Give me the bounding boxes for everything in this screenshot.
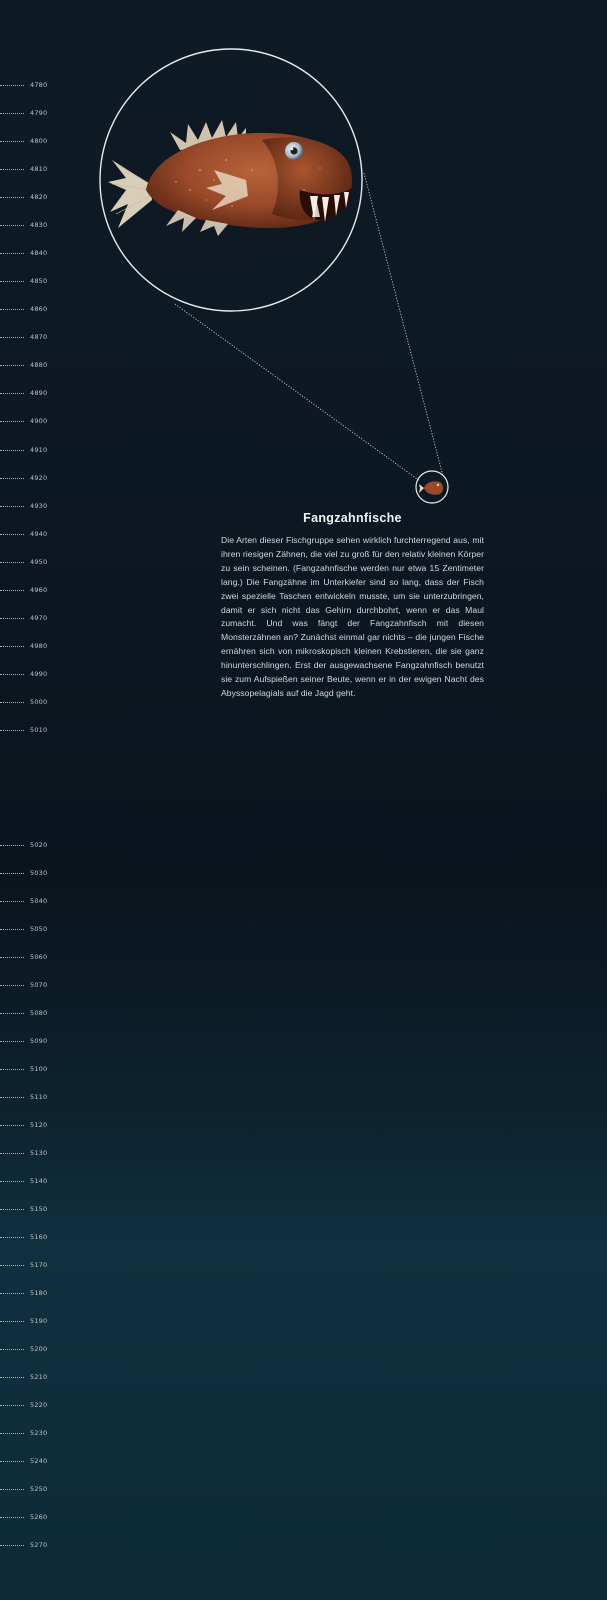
depth-tick (0, 337, 24, 338)
depth-label: 5130 (30, 1149, 48, 1157)
depth-label: 5250 (30, 1485, 48, 1493)
depth-tick (0, 141, 24, 142)
depth-tick (0, 1125, 24, 1126)
depth-label: 5110 (30, 1093, 48, 1101)
depth-label: 5040 (30, 897, 48, 905)
depth-label: 5120 (30, 1121, 48, 1129)
depth-label: 4870 (30, 333, 48, 342)
depth-label: 5050 (30, 925, 48, 933)
depth-label: 4860 (30, 305, 48, 314)
depth-tick (0, 901, 24, 902)
depth-tick (0, 421, 24, 422)
depth-label: 5150 (30, 1205, 48, 1213)
depth-tick (0, 562, 24, 563)
depth-label: 4950 (30, 557, 48, 566)
depth-label: 5010 (30, 725, 48, 734)
depth-label: 4880 (30, 361, 48, 370)
depth-label: 5000 (30, 697, 48, 706)
zoom-line-left (175, 304, 420, 481)
depth-label: 4900 (30, 417, 48, 426)
depth-label: 4850 (30, 277, 48, 286)
article-body: Die Arten dieser Fischgruppe sehen wirklich furchterregend aus, mit ihren riesigen Zähnen, die viel zu groß für den relativ kleinen Körper zu sein scheinen. (Fangzahnfische werden nur etwa 15 Zentimeter lang.) Die Fangzähne im Unterkiefer sind so lang, dass der Fisch zwei spezielle Taschen entwickeln musste, um sie unterzubringen, damit er sich nicht das Gehirn durchbohrt, wenn er das Maul zumacht. Und was fängt der Fangzahnfisch mit diesen Monsterzähnen an? Zunächst einmal gar nichts – die jungen Fische ernähren sich von mikroskopisch kleinen Krebstieren, die sie ganz hinunterschlingen. Erst der ausgewachsene Fangzahnfisch benutzt sie zum Aufspießen seiner Beute, wenn er in der ewigen Nacht des Abyssopelagials auf die Jagd geht. (221, 535, 484, 698)
depth-tick (0, 281, 24, 282)
depth-tick (0, 506, 24, 507)
depth-tick (0, 1237, 24, 1238)
depth-tick (0, 873, 24, 874)
depth-label: 5270 (30, 1541, 48, 1549)
depth-tick (0, 674, 24, 675)
depth-tick (0, 1321, 24, 1322)
depth-tick (0, 646, 24, 647)
depth-tick (0, 1489, 24, 1490)
depth-label: 4840 (30, 249, 48, 258)
depth-tick (0, 1349, 24, 1350)
depth-label: 5020 (30, 841, 48, 849)
depth-tick (0, 253, 24, 254)
depth-tick (0, 1377, 24, 1378)
depth-label: 4940 (30, 529, 48, 538)
depth-label: 5240 (30, 1457, 48, 1465)
depth-label: 5200 (30, 1345, 48, 1353)
depth-label: 4820 (30, 193, 48, 202)
depth-label: 5070 (30, 981, 48, 989)
species-article (221, 511, 484, 701)
depth-label: 4960 (30, 585, 48, 594)
depth-tick (0, 1461, 24, 1462)
depth-label: 5210 (30, 1373, 48, 1381)
depth-tick (0, 1517, 24, 1518)
depth-tick (0, 1013, 24, 1014)
depth-label: 5180 (30, 1289, 48, 1297)
depth-label: 4910 (30, 445, 48, 454)
depth-tick (0, 478, 24, 479)
depth-label: 4980 (30, 641, 48, 650)
depth-tick (0, 730, 24, 731)
fangtooth-fish-small (419, 481, 443, 495)
depth-label: 5060 (30, 953, 48, 961)
depth-label: 5030 (30, 869, 48, 877)
depth-tick (0, 845, 24, 846)
article-title: Fangzahnfische (303, 511, 402, 525)
depth-label: 4790 (30, 109, 48, 118)
depth-tick (0, 197, 24, 198)
depth-label: 4970 (30, 613, 48, 622)
depth-tick (0, 1097, 24, 1098)
depth-tick (0, 1041, 24, 1042)
depth-tick (0, 393, 24, 394)
depth-label: 5220 (30, 1401, 48, 1409)
zoom-line-right (364, 173, 443, 476)
depth-tick (0, 929, 24, 930)
depth-label: 4890 (30, 389, 48, 398)
depth-label: 4830 (30, 221, 48, 230)
depth-tick (0, 225, 24, 226)
depth-label: 4920 (30, 473, 48, 482)
depth-tick (0, 113, 24, 114)
depth-label: 5260 (30, 1513, 48, 1521)
depth-tick (0, 169, 24, 170)
depth-tick (0, 957, 24, 958)
depth-tick (0, 1181, 24, 1182)
depth-label: 5080 (30, 1009, 48, 1017)
depth-tick (0, 85, 24, 86)
depth-label: 4780 (30, 81, 48, 89)
depth-tick (0, 590, 24, 591)
depth-label: 5100 (30, 1065, 48, 1073)
depth-tick (0, 702, 24, 703)
depth-tick (0, 1209, 24, 1210)
depth-tick (0, 1153, 24, 1154)
depth-tick (0, 1265, 24, 1266)
depth-tick (0, 309, 24, 310)
depth-label: 4800 (30, 137, 48, 146)
depth-label: 4930 (30, 501, 48, 510)
depth-tick (0, 1545, 24, 1546)
depth-label: 5090 (30, 1037, 48, 1045)
depth-tick (0, 1069, 24, 1070)
depth-tick (0, 1405, 24, 1406)
depth-label: 5160 (30, 1233, 48, 1241)
depth-label: 4810 (30, 165, 48, 174)
depth-label: 5140 (30, 1177, 48, 1185)
depth-tick (0, 534, 24, 535)
depth-label: 5230 (30, 1429, 48, 1437)
depth-tick (0, 365, 24, 366)
depth-label: 5190 (30, 1317, 48, 1325)
depth-tick (0, 618, 24, 619)
depth-tick (0, 1293, 24, 1294)
depth-tick (0, 985, 24, 986)
depth-tick (0, 1433, 24, 1434)
depth-tick (0, 450, 24, 451)
depth-label: 5170 (30, 1261, 48, 1269)
depth-label: 4990 (30, 669, 48, 678)
